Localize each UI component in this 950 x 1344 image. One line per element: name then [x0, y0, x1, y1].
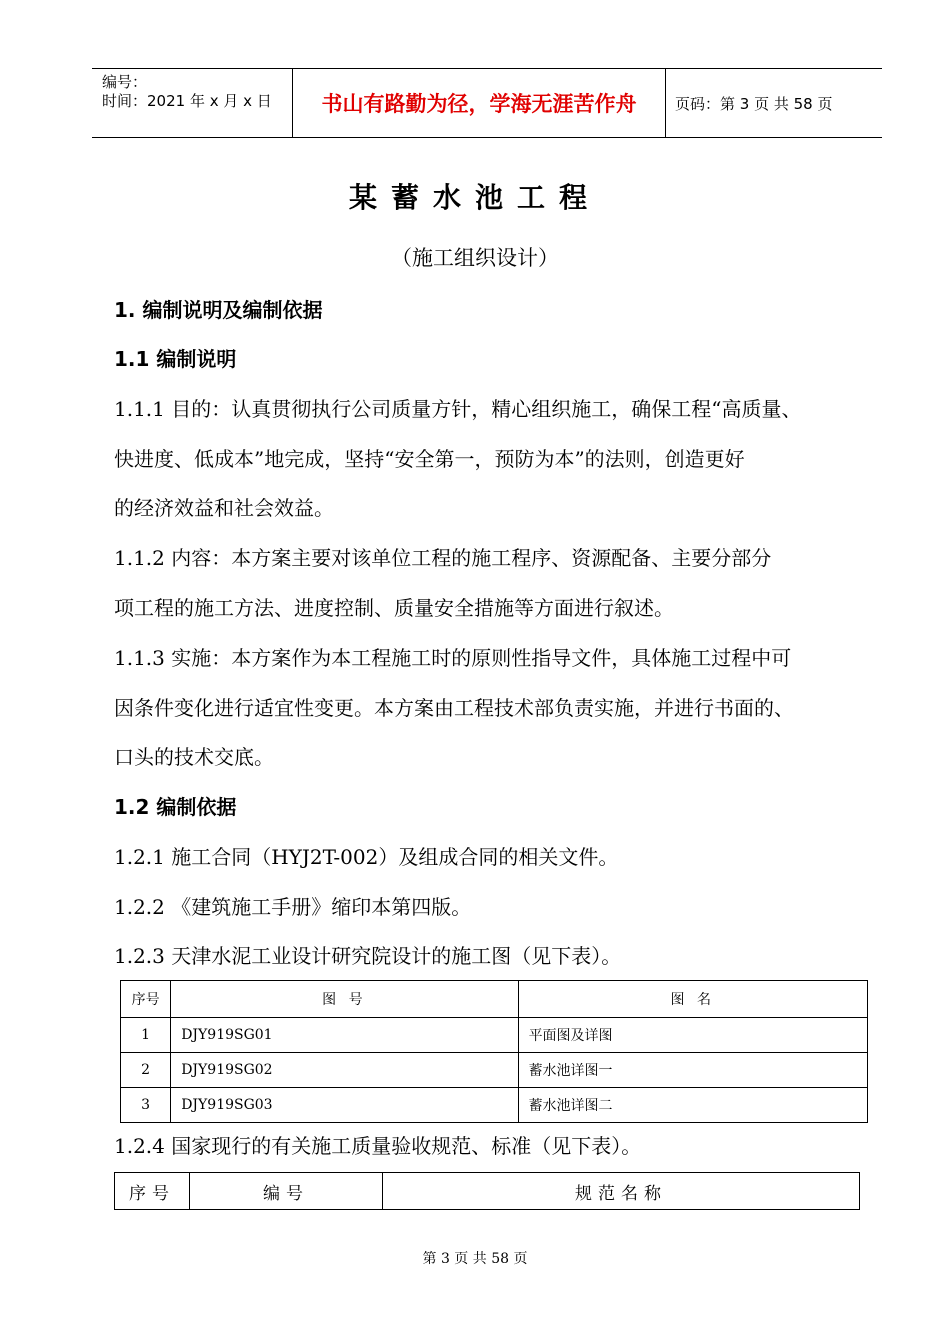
table-cell: 3 — [121, 1088, 171, 1123]
table-cell: 平面图及详图 — [518, 1018, 867, 1053]
table-header-cell: 规范名称 — [383, 1173, 860, 1210]
table-header-row — [121, 981, 868, 1018]
section-heading-1-2: 1.2 编制依据 — [114, 795, 237, 819]
paragraph-line: 1.2.2 《建筑施工手册》缩印本第四版。 — [114, 895, 472, 919]
paragraph-line: 项工程的施工方法、进度控制、质量安全措施等方面进行叙述。 — [114, 596, 674, 620]
table-cell: 1 — [121, 1018, 171, 1053]
table-header-cell: 图 号 — [171, 981, 518, 1018]
table-header-row — [115, 1173, 860, 1210]
paragraph-line: 1.1.3 实施：本方案作为本工程施工时的原则性指导文件，具体施工过程中可 — [114, 646, 792, 670]
table-cell: 蓄水池详图一 — [518, 1053, 867, 1088]
table-header-cell: 图 名 — [518, 981, 867, 1018]
section-heading-1-1: 1.1 编制说明 — [114, 347, 237, 371]
paragraph-line: 1.1.1 目的：认真贯彻执行公司质量方针，精心组织施工，确保工程“高质量、 — [114, 397, 802, 421]
paragraph-line: 口头的技术交底。 — [114, 745, 274, 769]
table-cell: DJY919SG02 — [171, 1053, 518, 1088]
paragraph-line: 快进度、低成本”地完成，坚持“安全第一，预防为本”的法则，创造更好 — [114, 447, 745, 471]
norms-table — [114, 1172, 860, 1210]
page-footer: 第 3 页 共 58 页 — [422, 1251, 528, 1267]
table-header-cell: 编号 — [190, 1173, 383, 1210]
document-title: 某蓄水池工程 — [348, 181, 601, 214]
paragraph-line: 1.1.2 内容：本方案主要对该单位工程的施工程序、资源配备、主要分部分 — [114, 546, 772, 570]
header-time-label: 时间：2021 年 x 月 x 日 — [102, 92, 272, 110]
table-cell: DJY919SG01 — [171, 1018, 518, 1053]
paragraph-line: 1.2.3 天津水泥工业设计研究院设计的施工图（见下表）。 — [114, 944, 622, 968]
paragraph-line: 1.2.1 施工合同（HYJ2T-002）及组成合同的相关文件。 — [114, 845, 619, 869]
table-cell: 2 — [121, 1053, 171, 1088]
table-row — [121, 1053, 868, 1088]
table-header-cell: 序号 — [115, 1173, 190, 1210]
table-cell: 蓄水池详图二 — [518, 1088, 867, 1123]
table-row — [121, 1018, 868, 1053]
table-row — [121, 1088, 868, 1123]
header-motto-cell — [292, 69, 666, 137]
header-number-label: 编号： — [102, 73, 148, 91]
paragraph-line: 1.2.4 国家现行的有关施工质量验收规范、标准（见下表）。 — [114, 1134, 642, 1158]
header-meta — [92, 69, 292, 137]
page-header — [92, 68, 882, 138]
paragraph-line: 因条件变化进行适宜性变更。本方案由工程技术部负责实施，并进行书面的、 — [114, 696, 794, 720]
table-header-cell: 序号 — [121, 981, 171, 1018]
drawings-table — [120, 980, 868, 1123]
header-motto: 书山有路勤为径，学海无涯苦作舟 — [321, 92, 637, 116]
document-subtitle: （施工组织设计） — [391, 246, 559, 270]
header-page-label: 页码：第 3 页 共 58 页 — [675, 94, 833, 113]
paragraph-line: 的经济效益和社会效益。 — [114, 496, 334, 520]
table-cell: DJY919SG03 — [171, 1088, 518, 1123]
section-heading-1: 1. 编制说明及编制依据 — [114, 298, 323, 322]
